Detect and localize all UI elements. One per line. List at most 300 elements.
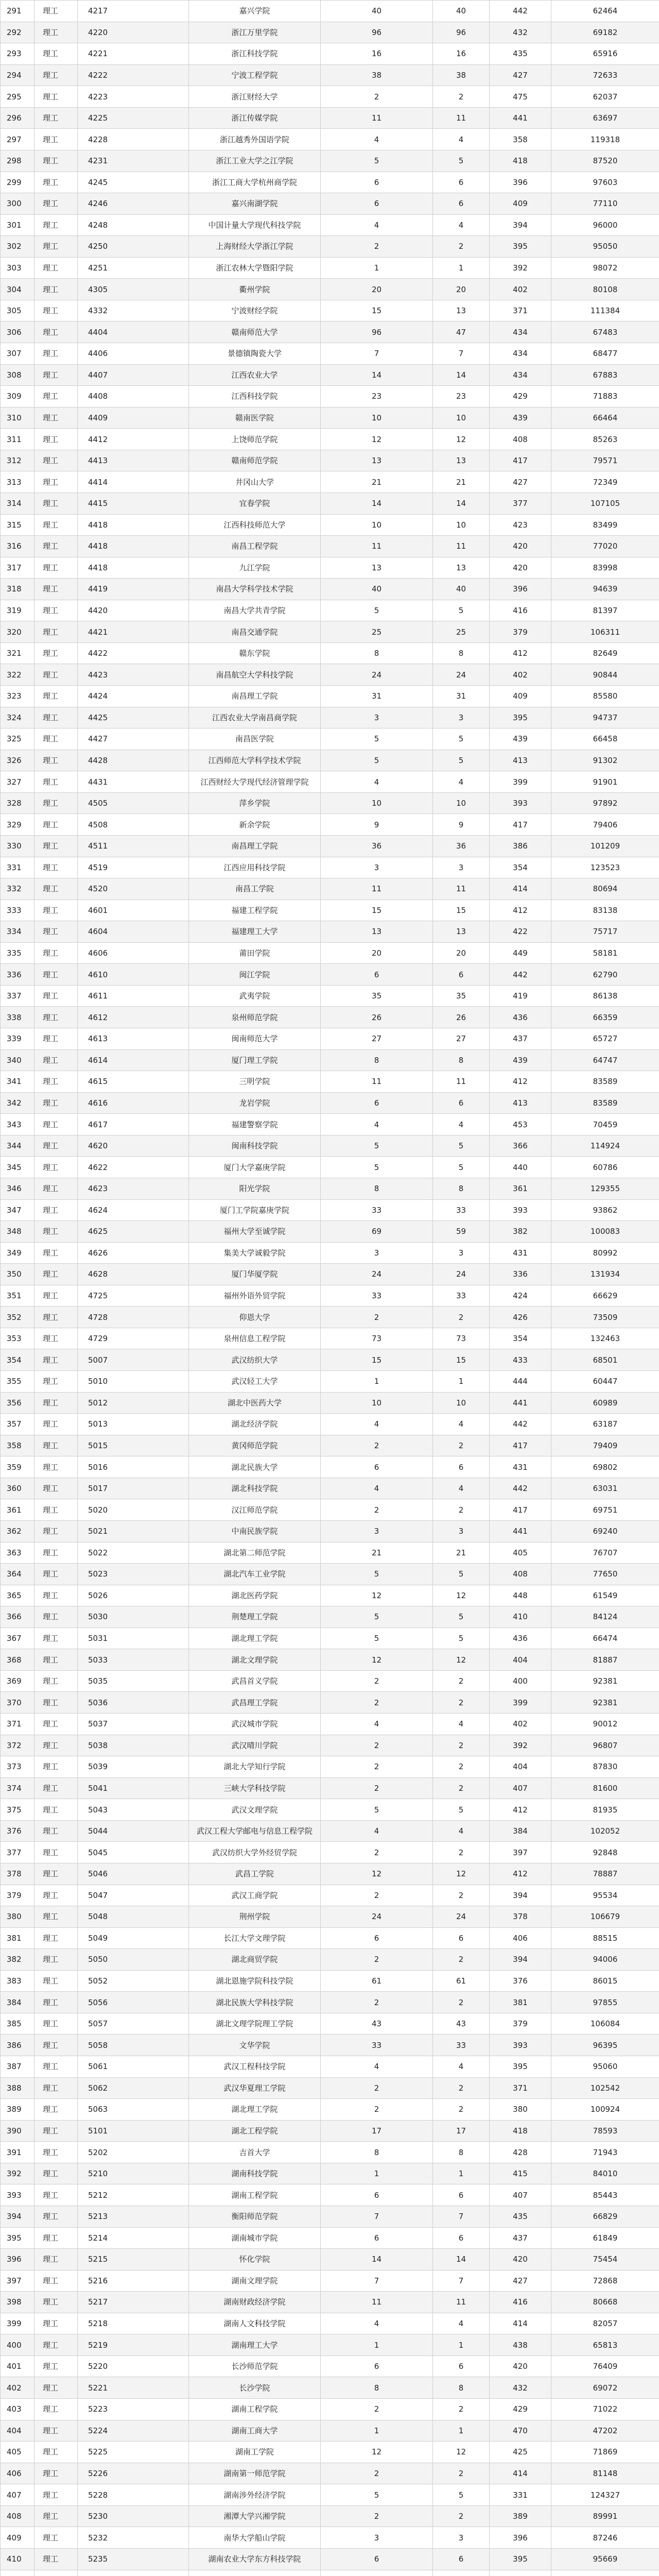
table-row	[1, 2013, 659, 2035]
school-name: 武汉工程科技学院	[189, 2056, 321, 2078]
admitted-count: 5	[433, 1606, 490, 1628]
min-score: 438	[490, 2334, 551, 2356]
plan-count: 4	[321, 1820, 433, 1842]
min-score: 416	[490, 2292, 551, 2313]
row-number: 385	[1, 2013, 34, 2035]
min-score: 396	[490, 2527, 551, 2549]
row-number: 409	[1, 2527, 34, 2549]
min-rank: 87520	[551, 150, 659, 172]
row-number: 374	[1, 1777, 34, 1799]
table-row	[1, 2420, 659, 2442]
row-number: 379	[1, 1885, 34, 1906]
plan-count: 10	[321, 1392, 433, 1414]
row-number: 344	[1, 1135, 34, 1157]
category-cell: 理工	[34, 1285, 78, 1307]
school-name: 厦门理工学院	[189, 1049, 321, 1071]
category-cell: 理工	[34, 1649, 78, 1671]
min-score: 425	[490, 2442, 551, 2463]
admitted-count: 21	[433, 471, 490, 493]
row-number: 407	[1, 2484, 34, 2506]
plan-count: 4	[321, 1414, 433, 1435]
school-name: 荆州学院	[189, 1906, 321, 1928]
category-cell: 理工	[34, 2227, 78, 2249]
min-score: 395	[490, 2056, 551, 2078]
table-row	[1, 2120, 659, 2142]
category-cell: 理工	[34, 1970, 78, 1992]
min-rank: 123523	[551, 857, 659, 878]
school-code: 4418	[78, 536, 189, 557]
plan-count: 25	[321, 621, 433, 643]
school-code: 5016	[78, 1456, 189, 1478]
category-cell: 理工	[34, 707, 78, 728]
admitted-count: 2	[433, 1885, 490, 1906]
table-row	[1, 514, 659, 536]
min-score: 435	[490, 43, 551, 65]
min-rank: 76707	[551, 1542, 659, 1564]
min-rank: 71943	[551, 2142, 659, 2163]
min-score: 380	[490, 2099, 551, 2121]
school-name: 福建理工大学	[189, 921, 321, 943]
row-number: 324	[1, 707, 34, 728]
school-code: 5030	[78, 1606, 189, 1628]
category-cell: 理工	[34, 2163, 78, 2184]
category-cell: 理工	[34, 2013, 78, 2035]
min-score: 392	[490, 257, 551, 279]
min-score: 376	[490, 1970, 551, 1992]
plan-count: 15	[321, 900, 433, 921]
category-cell: 理工	[34, 493, 78, 514]
min-score: 393	[490, 792, 551, 814]
min-score: 395	[490, 2548, 551, 2570]
min-score: 395	[490, 707, 551, 728]
table-row	[1, 64, 659, 86]
category-cell: 理工	[34, 1435, 78, 1456]
table-row	[1, 921, 659, 943]
min-rank: 96807	[551, 1735, 659, 1756]
table-row	[1, 1735, 659, 1756]
row-number: 388	[1, 2077, 34, 2099]
row-number: 299	[1, 172, 34, 193]
plan-count: 6	[321, 1927, 433, 1949]
table-row	[1, 471, 659, 493]
school-name: 湖南城市学院	[189, 2227, 321, 2249]
plan-count: 8	[321, 642, 433, 664]
plan-count: 4	[321, 214, 433, 236]
table-row	[1, 728, 659, 750]
category-cell: 理工	[34, 343, 78, 365]
school-name: 湖南第一师范学院	[189, 2463, 321, 2484]
plan-count: 12	[321, 429, 433, 450]
table-row	[1, 2099, 659, 2121]
school-code: 5101	[78, 2120, 189, 2142]
min-rank: 97855	[551, 1992, 659, 2013]
min-rank: 92848	[551, 1842, 659, 1863]
school-code: 5041	[78, 1777, 189, 1799]
row-number: 329	[1, 814, 34, 836]
admitted-count: 12	[433, 1863, 490, 1885]
admitted-count: 4	[433, 129, 490, 150]
category-cell: 理工	[34, 1, 78, 22]
admitted-count: 1	[433, 2420, 490, 2442]
plan-count: 7	[321, 2270, 433, 2292]
school-name: 武汉城市学院	[189, 1714, 321, 1735]
row-number: 313	[1, 471, 34, 493]
table-row	[1, 1092, 659, 1114]
plan-count: 4	[321, 771, 433, 793]
table-row	[1, 2527, 659, 2549]
plan-count: 20	[321, 279, 433, 300]
plan-count: 5	[321, 1606, 433, 1628]
school-code: 4623	[78, 1178, 189, 1199]
plan-count: 12	[321, 1863, 433, 1885]
table-row	[1, 1307, 659, 1328]
school-code: 4422	[78, 642, 189, 664]
school-code: 5232	[78, 2527, 189, 2549]
school-name: 武昌理工学院	[189, 1692, 321, 1714]
school-name: 湖南工商大学	[189, 2420, 321, 2442]
plan-count: 40	[321, 1, 433, 22]
row-number: 359	[1, 1456, 34, 1478]
row-number: 389	[1, 2099, 34, 2121]
min-score: 439	[490, 1049, 551, 1071]
row-number: 399	[1, 2313, 34, 2334]
min-rank: 86138	[551, 985, 659, 1007]
school-code: 5013	[78, 1414, 189, 1435]
plan-count: 96	[321, 321, 433, 343]
category-cell: 理工	[34, 1714, 78, 1735]
school-code: 4406	[78, 343, 189, 365]
row-number: 334	[1, 921, 34, 943]
min-score: 434	[490, 321, 551, 343]
school-name: 武昌工学院	[189, 1863, 321, 1885]
table-row	[1, 257, 659, 279]
admitted-count: 12	[433, 1649, 490, 1671]
min-rank: 72633	[551, 64, 659, 86]
plan-count: 5	[321, 1799, 433, 1821]
row-number: 338	[1, 1007, 34, 1028]
school-code: 4407	[78, 364, 189, 386]
category-cell: 理工	[34, 386, 78, 408]
admitted-count: 59	[433, 1221, 490, 1243]
admitted-count: 8	[433, 1178, 490, 1199]
school-code: 4250	[78, 236, 189, 258]
school-name: 景德镇陶瓷大学	[189, 343, 321, 365]
min-score: 420	[490, 557, 551, 579]
admitted-count: 1	[433, 2163, 490, 2184]
admitted-count: 10	[433, 1392, 490, 1414]
table-row	[1, 664, 659, 686]
min-score: 402	[490, 664, 551, 686]
min-rank: 83499	[551, 514, 659, 536]
min-score: 418	[490, 2120, 551, 2142]
admitted-count: 2	[433, 2399, 490, 2420]
row-number: 342	[1, 1092, 34, 1114]
school-name: 南昌理工学院	[189, 686, 321, 707]
admitted-count: 13	[433, 557, 490, 579]
school-name: 长沙师范学院	[189, 2355, 321, 2377]
school-code: 5038	[78, 1735, 189, 1756]
min-rank: 67483	[551, 321, 659, 343]
school-code: 5226	[78, 2463, 189, 2484]
category-cell: 理工	[34, 1692, 78, 1714]
admitted-count: 5	[433, 1799, 490, 1821]
min-score: 402	[490, 279, 551, 300]
min-score: 410	[490, 1606, 551, 1628]
school-name: 武汉纺织大学	[189, 1349, 321, 1371]
table-row	[1, 2035, 659, 2056]
row-number: 383	[1, 1970, 34, 1992]
table-row	[1, 2377, 659, 2399]
school-code: 5036	[78, 1692, 189, 1714]
school-code: 5058	[78, 2035, 189, 2056]
min-rank: 47202	[551, 2420, 659, 2442]
min-rank: 79409	[551, 1435, 659, 1456]
min-rank: 82649	[551, 642, 659, 664]
min-rank: 95050	[551, 236, 659, 258]
plan-count: 10	[321, 514, 433, 536]
category-cell: 理工	[34, 2099, 78, 2121]
row-number: 296	[1, 107, 34, 129]
category-cell: 理工	[34, 686, 78, 707]
min-score: 336	[490, 1264, 551, 1285]
school-code: 4620	[78, 1135, 189, 1157]
min-rank: 81148	[551, 2463, 659, 2484]
row-number: 371	[1, 1714, 34, 1735]
school-code: 5022	[78, 1542, 189, 1564]
admitted-count: 4	[433, 214, 490, 236]
school-code: 4601	[78, 900, 189, 921]
school-name: 厦门华厦学院	[189, 1264, 321, 1285]
school-code: 4610	[78, 964, 189, 986]
category-cell: 理工	[34, 1585, 78, 1606]
min-rank: 98072	[551, 257, 659, 279]
category-cell: 理工	[34, 1371, 78, 1393]
category-cell: 理工	[34, 1842, 78, 1863]
min-rank: 87246	[551, 2527, 659, 2549]
min-score: 444	[490, 1371, 551, 1393]
school-code: 4412	[78, 429, 189, 450]
admitted-count: 5	[433, 1135, 490, 1157]
admitted-count: 6	[433, 193, 490, 215]
min-rank: 81397	[551, 600, 659, 621]
row-number: 352	[1, 1307, 34, 1328]
min-rank: 69072	[551, 2377, 659, 2399]
admitted-count: 14	[433, 493, 490, 514]
category-cell: 理工	[34, 921, 78, 943]
school-name: 闽江学院	[189, 964, 321, 986]
plan-count: 40	[321, 579, 433, 600]
min-rank: 65727	[551, 1028, 659, 1050]
school-name: 莆田学院	[189, 942, 321, 964]
table-row	[1, 750, 659, 771]
min-score: 416	[490, 600, 551, 621]
category-cell: 理工	[34, 2377, 78, 2399]
school-code: 5221	[78, 2377, 189, 2399]
min-score: 354	[490, 1328, 551, 1349]
school-code: 4418	[78, 557, 189, 579]
category-cell: 理工	[34, 2184, 78, 2206]
admitted-count: 73	[433, 1328, 490, 1349]
category-cell: 理工	[34, 536, 78, 557]
min-score: 394	[490, 1949, 551, 1971]
school-name: 阳光学院	[189, 1178, 321, 1199]
school-code: 5049	[78, 1927, 189, 1949]
school-name: 嘉兴学院	[189, 1, 321, 22]
row-number: 306	[1, 321, 34, 343]
row-number: 330	[1, 835, 34, 857]
table-row	[1, 1435, 659, 1456]
category-cell: 理工	[34, 792, 78, 814]
school-name: 湖北商贸学院	[189, 1949, 321, 1971]
school-name: 湖北科技学院	[189, 1478, 321, 1499]
table-row	[1, 2292, 659, 2313]
min-rank: 63697	[551, 107, 659, 129]
table-row	[1, 1820, 659, 1842]
min-score: 392	[490, 1735, 551, 1756]
min-score: 386	[490, 835, 551, 857]
school-code	[78, 2570, 189, 2576]
min-score: 426	[490, 1307, 551, 1328]
admitted-count: 5	[433, 150, 490, 172]
school-code: 4606	[78, 942, 189, 964]
school-code: 4625	[78, 1221, 189, 1243]
row-number: 393	[1, 2184, 34, 2206]
table-row	[1, 2505, 659, 2527]
admitted-count: 11	[433, 536, 490, 557]
school-code: 4421	[78, 621, 189, 643]
table-row	[1, 407, 659, 429]
plan-count: 2	[321, 2505, 433, 2527]
row-number: 326	[1, 750, 34, 771]
row-number: 404	[1, 2420, 34, 2442]
school-name: 江西科技学院	[189, 386, 321, 408]
min-score: 412	[490, 1863, 551, 1885]
admitted-count: 31	[433, 686, 490, 707]
school-name: 江西应用科技学院	[189, 857, 321, 878]
row-number: 400	[1, 2334, 34, 2356]
admitted-count: 5	[433, 1157, 490, 1178]
table-row	[1, 1285, 659, 1307]
category-cell: 理工	[34, 1670, 78, 1692]
min-rank: 66464	[551, 407, 659, 429]
min-rank: 80108	[551, 279, 659, 300]
school-name: 赣东学院	[189, 642, 321, 664]
admitted-count: 5	[433, 1564, 490, 1585]
admitted-count: 3	[433, 707, 490, 728]
admitted-count: 11	[433, 2292, 490, 2313]
admitted-count: 2	[433, 1735, 490, 1756]
min-rank: 65813	[551, 2334, 659, 2356]
min-rank: 62037	[551, 86, 659, 108]
min-score: 439	[490, 728, 551, 750]
admitted-count: 8	[433, 1049, 490, 1071]
plan-count: 13	[321, 557, 433, 579]
table-row	[1, 2570, 659, 2576]
min-score: 441	[490, 1392, 551, 1414]
category-cell: 理工	[34, 2270, 78, 2292]
min-score: 384	[490, 1820, 551, 1842]
table-row	[1, 343, 659, 365]
admitted-count: 2	[433, 1670, 490, 1692]
plan-count: 16	[321, 43, 433, 65]
row-number: 392	[1, 2163, 34, 2184]
category-cell: 理工	[34, 2463, 78, 2484]
min-rank: 124327	[551, 2484, 659, 2506]
category-cell: 理工	[34, 1520, 78, 1542]
admitted-count: 24	[433, 1906, 490, 1928]
plan-count: 14	[321, 493, 433, 514]
school-name: 湖南财政经济学院	[189, 2292, 321, 2313]
admitted-count: 2	[433, 1307, 490, 1328]
school-name: 湖南科技学院	[189, 2163, 321, 2184]
table-row	[1, 1649, 659, 1671]
category-cell: 理工	[34, 664, 78, 686]
school-name: 集美大学诚毅学院	[189, 1242, 321, 1264]
min-rank: 89991	[551, 2505, 659, 2527]
school-name: 文华学院	[189, 2035, 321, 2056]
school-code: 4415	[78, 493, 189, 514]
plan-count: 2	[321, 2463, 433, 2484]
table-row	[1, 2227, 659, 2249]
category-cell: 理工	[34, 2527, 78, 2549]
table-row	[1, 1157, 659, 1178]
school-code: 4231	[78, 150, 189, 172]
min-rank: 72868	[551, 2270, 659, 2292]
min-rank: 77110	[551, 193, 659, 215]
row-number: 304	[1, 279, 34, 300]
category-cell: 理工	[34, 214, 78, 236]
plan-count: 10	[321, 407, 433, 429]
table-row	[1, 1371, 659, 1393]
admitted-count: 4	[433, 1714, 490, 1735]
plan-count: 6	[321, 2227, 433, 2249]
school-code: 5056	[78, 1992, 189, 2013]
row-number: 369	[1, 1670, 34, 1692]
table-row	[1, 579, 659, 600]
category-cell: 理工	[34, 2035, 78, 2056]
plan-count: 2	[321, 1499, 433, 1521]
school-name: 上饶师范学院	[189, 429, 321, 450]
school-code: 5224	[78, 2420, 189, 2442]
school-code: 4613	[78, 1028, 189, 1050]
admitted-count: 3	[433, 1520, 490, 1542]
table-row	[1, 2355, 659, 2377]
min-rank: 119318	[551, 129, 659, 150]
category-cell: 理工	[34, 621, 78, 643]
min-score: 331	[490, 2484, 551, 2506]
school-code: 4222	[78, 64, 189, 86]
school-code: 5043	[78, 1799, 189, 1821]
category-cell: 理工	[34, 1992, 78, 2013]
admitted-count: 25	[433, 621, 490, 643]
table-row	[1, 107, 659, 129]
admitted-count: 13	[433, 921, 490, 943]
table-row	[1, 814, 659, 836]
plan-count: 4	[321, 2056, 433, 2078]
admitted-count: 96	[433, 22, 490, 43]
plan-count: 33	[321, 2035, 433, 2056]
table-row	[1, 450, 659, 471]
school-name: 南昌航空大学科技学院	[189, 664, 321, 686]
min-rank: 71869	[551, 2442, 659, 2463]
category-cell: 理工	[34, 2505, 78, 2527]
row-number: 321	[1, 642, 34, 664]
school-name: 龙岩学院	[189, 1092, 321, 1114]
school-code: 5026	[78, 1585, 189, 1606]
row-number: 315	[1, 514, 34, 536]
row-number: 340	[1, 1049, 34, 1071]
admitted-count: 4	[433, 1478, 490, 1499]
